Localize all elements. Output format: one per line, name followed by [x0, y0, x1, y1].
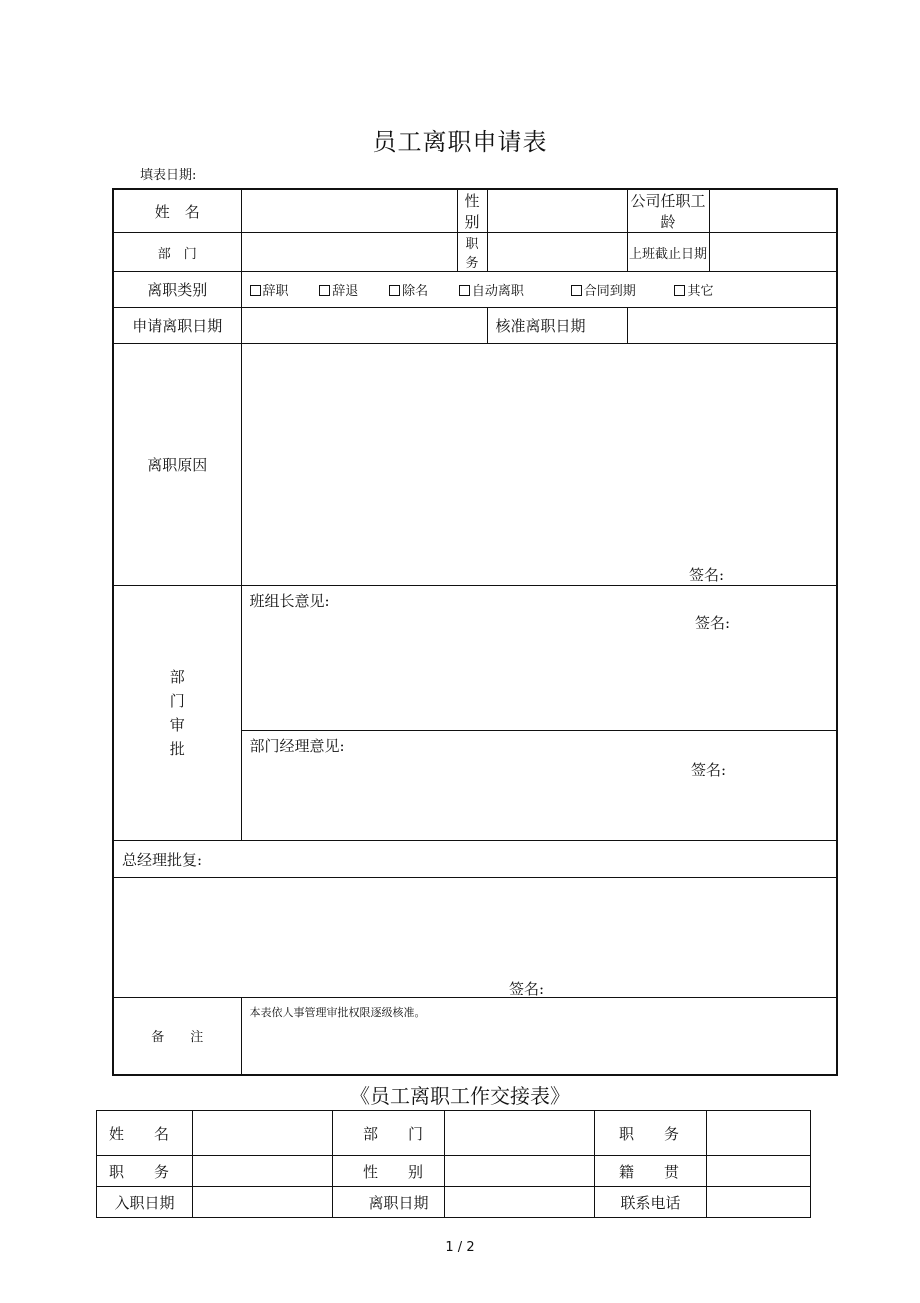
checkbox-dismissed[interactable]: 辞退: [319, 280, 358, 299]
approved-date-field[interactable]: [627, 308, 837, 344]
team-leader-opinion-field[interactable]: [241, 586, 837, 731]
handover-label: 联系电话: [595, 1187, 707, 1218]
signature-label: 签名:: [509, 980, 545, 998]
reason-label: 离职原因: [113, 344, 241, 586]
dept-manager-opinion-field[interactable]: [241, 731, 837, 841]
name-field[interactable]: [241, 189, 457, 233]
remarks-label: 备 注: [113, 998, 241, 1075]
handover-field[interactable]: [193, 1156, 333, 1187]
handover-field[interactable]: [445, 1156, 595, 1187]
position-label: 职 务: [457, 233, 487, 272]
last-workday-field[interactable]: [709, 233, 837, 272]
gender-label: 性 别: [457, 189, 487, 233]
gm-reply-field[interactable]: [113, 878, 837, 998]
resignation-form-table: [112, 188, 838, 1076]
handover-label: 入职日期: [97, 1187, 193, 1218]
leave-type-label: 离职类别: [113, 272, 241, 308]
remarks-note: 本表依人事管理审批权限逐级核准。: [249, 1006, 426, 1019]
checkbox-other[interactable]: 其它: [674, 280, 713, 299]
handover-label: 职 务: [97, 1156, 193, 1187]
handover-field[interactable]: [193, 1111, 333, 1156]
handover-label: 姓 名: [97, 1111, 193, 1156]
handover-label: 部 门: [333, 1111, 445, 1156]
form-title: 员工离职申请表: [372, 128, 548, 156]
apply-date-field[interactable]: [241, 308, 487, 344]
team-leader-opinion-label: 班组长意见:: [249, 592, 330, 610]
checkbox-icon: [250, 285, 261, 296]
department-label: 部 门: [113, 233, 241, 272]
handover-label: 性 别: [333, 1156, 445, 1187]
handover-field[interactable]: [445, 1111, 595, 1156]
handover-table: [96, 1110, 811, 1218]
gender-field[interactable]: [487, 189, 627, 233]
checkbox-icon: [571, 285, 582, 296]
checkbox-voluntary[interactable]: 自动离职: [459, 280, 524, 299]
department-field[interactable]: [241, 233, 457, 272]
dept-manager-opinion-label: 部门经理意见:: [249, 737, 345, 755]
name-label: 姓 名: [113, 189, 241, 233]
handover-label: 职 务: [595, 1111, 707, 1156]
position-field[interactable]: [487, 233, 627, 272]
remarks-field: [241, 998, 837, 1075]
dept-approval-label: 部 门 审 批: [113, 586, 241, 841]
checkbox-expelled[interactable]: 除名: [389, 280, 428, 299]
leave-type-options: [241, 272, 837, 308]
checkbox-icon: [389, 285, 400, 296]
handover-field[interactable]: [707, 1156, 811, 1187]
handover-field[interactable]: [707, 1111, 811, 1156]
signature-label: 签名:: [694, 614, 730, 632]
signature-label: 签名:: [688, 566, 724, 584]
handover-field[interactable]: [193, 1187, 333, 1218]
apply-date-label: 申请离职日期: [113, 308, 241, 344]
tenure-label: 公司任职工龄: [627, 189, 709, 233]
signature-label: 签名:: [690, 761, 726, 779]
checkbox-icon: [674, 285, 685, 296]
gm-reply-label: 总经理批复:: [113, 841, 837, 878]
approved-date-label: 核准离职日期: [487, 308, 627, 344]
checkbox-resign[interactable]: 辞职: [250, 280, 289, 299]
checkbox-icon: [459, 285, 470, 296]
tenure-field[interactable]: [709, 189, 837, 233]
checkbox-icon: [319, 285, 330, 296]
fill-date-label: 填表日期:: [140, 168, 197, 183]
checkbox-contract-end[interactable]: 合同到期: [571, 280, 636, 299]
handover-field[interactable]: [445, 1187, 595, 1218]
reason-field[interactable]: [241, 344, 837, 586]
page-number: 1 / 2: [445, 1240, 475, 1255]
handover-field[interactable]: [707, 1187, 811, 1218]
last-workday-label: 上班截止日期: [627, 233, 709, 272]
handover-label: 籍 贯: [595, 1156, 707, 1187]
handover-label: 离职日期: [333, 1187, 445, 1218]
handover-title: 《员工离职工作交接表》: [350, 1084, 570, 1108]
